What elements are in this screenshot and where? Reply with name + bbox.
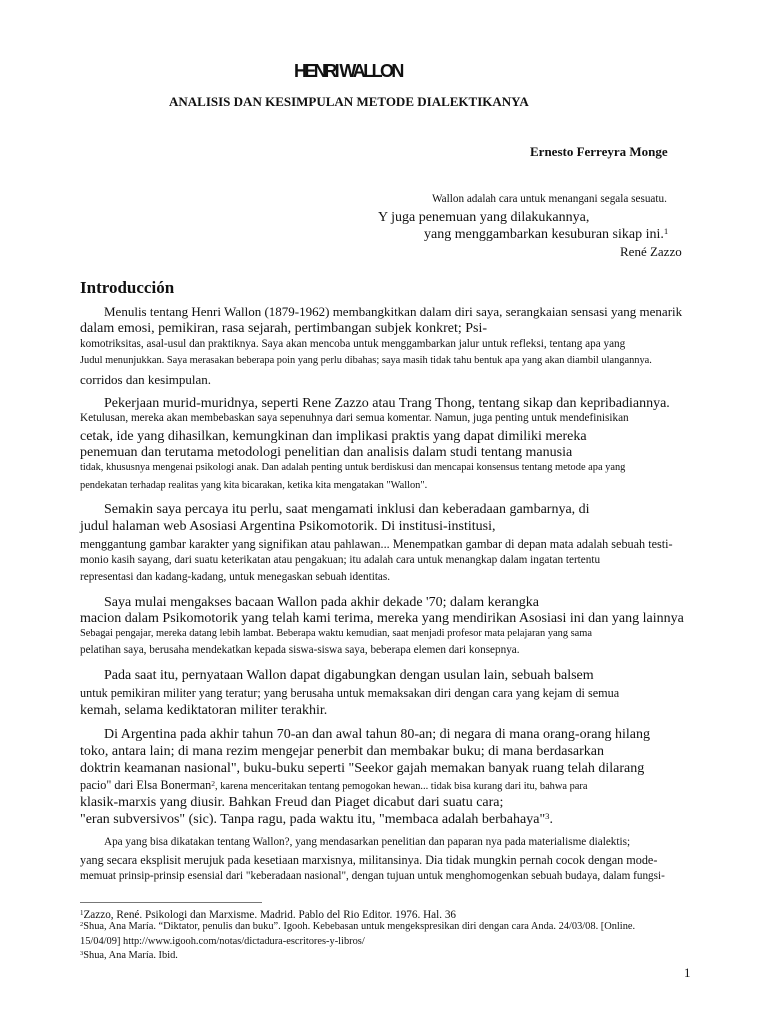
footnote-link[interactable]: 15/04/09] http://www.igooh.com/notas/dictadura-escritores-y-libros/: [80, 936, 365, 947]
footnote-ref[interactable]: 2: [211, 778, 215, 788]
paragraph-line: klasik-marxis yang diusir. Bahkan Freud dan Piaget dicabut dari suatu cara;: [80, 795, 504, 810]
footnote: $^2$Shua, Ana María. “Diktator, penulis dan buku”. Igooh. Kebebasan untuk mengekspresikan diri dengan cara Anda. 24/03/08. [Online.: [80, 921, 636, 932]
paragraph-line: Judul menunjukkan. Saya merasakan beberapa poin yang perlu dibahas; saya masih tidak tahu bentuk apa yang akan diambil ulangannya.: [80, 355, 652, 366]
document-subtitle: ANALISIS DAN KESIMPULAN METODE DIALEKTIKANYA: [169, 94, 529, 109]
paragraph-line: cetak, ide yang dihasilkan, kemungkinan dan implikasi praktis yang dapat dimiliki mereka: [80, 429, 587, 444]
paragraph-line: tidak, khususnya mengenai psikologi anak. Dan adalah penting untuk berdiskusi dan mencapai konsensus tentang metode apa yang: [80, 462, 626, 473]
paragraph-line: "eran subversivos" (sic). Tanpa ragu, pada waktu itu, "membaca adalah berbahaya"$^3$.: [80, 811, 554, 827]
paragraph-line: penemuan dan terutama metodologi penelitian dan analisis dalam studi tentang manusia: [80, 445, 573, 460]
epigraph-line: yang menggambarkan kesuburan sikap ini.$^1$: [424, 226, 669, 242]
epigraph-line: Y juga penemuan yang dilakukannya,: [378, 210, 590, 225]
paragraph-line: dalam emosi, pemikiran, rasa sejarah, pertimbangan subjek konkret; Psi-: [80, 321, 488, 336]
footnote-ref[interactable]: 3: [545, 811, 550, 822]
paragraph-line: monio kasih sayang, dari suatu keterikatan atau pengakuan; itu adalah cara untuk menangkap dalam ingatan tertentu: [80, 554, 601, 566]
paragraph-line: Pekerjaan murid-muridnya, seperti Rene Zazzo atau Trang Thong, tentang sikap dan kepribadiannya.: [104, 396, 670, 411]
paragraph-line: Di Argentina pada akhir tahun 70-an dan awal tahun 80-an; di negara di mana orang-orang hilang: [104, 727, 650, 742]
paragraph-line: pelatihan saya, berusaha mendekatkan kepada siswa-siswa saya, beberapa elemen dari konsepnya.: [80, 644, 520, 656]
paragraph-line: untuk pemikiran militer yang teratur; yang berusaha untuk memaksakan diri dengan cara yang kejam di semua: [80, 686, 620, 700]
paragraph-line: Apa yang bisa dikatakan tentang Wallon?, yang mendasarkan penelitian dan paparan nya pada materialisme dialektis;: [104, 836, 631, 848]
section-heading: Introducción: [80, 278, 175, 297]
paragraph-line: komotriksitas, asal-usul dan praktiknya. Saya akan mencoba untuk menggambarkan jalur untuk refleksi, tentang apa yang: [80, 338, 626, 350]
paragraph-line: macion dalam Psikomotorik yang telah kami terima, mereka yang mendirikan Asosiasi ini dan yang lainnya: [80, 611, 684, 626]
footnote: $^3$Shua, Ana María. Ibid.: [80, 950, 178, 961]
paragraph-line: Pada saat itu, pernyataan Wallon dapat digabungkan dengan usulan lain, sebuah balsem: [104, 668, 594, 683]
paragraph-line: corridos dan kesimpulan.: [80, 372, 212, 387]
document-title: HENRI WALLON: [294, 61, 402, 81]
page-number: 1: [684, 965, 691, 980]
paragraph-line: menggantung gambar karakter yang signifikan atau pahlawan... Menempatkan gambar di depan mata adalah sebuah testi-: [80, 537, 673, 551]
paragraph-line: yang secara eksplisit merujuk pada kesetiaan marxisnya, militansinya. Dia tidak mungkin pernah cocok dengan mode-: [80, 853, 658, 867]
paragraph-line: Saya mulai mengakses bacaan Wallon pada akhir dekade '70; dalam kerangka: [104, 595, 539, 610]
paragraph-line: representasi dan kadang-kadang, untuk menegaskan sebuah identitas.: [80, 571, 391, 583]
paragraph-line: doktrin keamanan nasional", buku-buku seperti "Seekor gajah memakan banyak ruang telah dilarang: [80, 761, 645, 776]
paragraph-line: Sebagai pengajar, mereka datang lebih lambat. Beberapa waktu kemudian, saat menjadi profesor mata pelajaran yang sama: [80, 628, 592, 639]
paragraph-line: Ketulusan, mereka akan membebaskan saya sepenuhnya dari semua komentar. Namun, juga penting untuk mendefinisikan: [80, 412, 629, 424]
paragraph-line: toko, antara lain; di mana rezim mengejar penerbit dan membakar buku; di mana berdasarkan: [80, 744, 605, 759]
epigraph-attribution: René Zazzo: [620, 244, 682, 259]
footnote-separator: [80, 902, 262, 903]
paragraph-line: pendekatan terhadap realitas yang kita bicarakan, ketika kita mengatakan "Wallon".: [80, 480, 428, 491]
paragraph-line: Menulis tentang Henri Wallon (1879-1962) membangkitkan dalam diri saya, serangkaian sensasi yang menarik: [104, 304, 683, 319]
paragraph-line: kemah, selama kediktatoran militer terakhir.: [80, 703, 328, 718]
epigraph-line: Wallon adalah cara untuk menangani segala sesuatu.: [432, 193, 667, 205]
paragraph-line: Semakin saya percaya itu perlu, saat mengamati inklusi dan keberadaan gambarnya, di: [104, 502, 590, 517]
author-name: Ernesto Ferreyra Monge: [530, 144, 668, 159]
paragraph-line: judul halaman web Asosiasi Argentina Psikomotorik. Di institusi-institusi,: [80, 519, 496, 534]
paragraph-line: pacio" dari Elsa Bonerman$^2$, karena menceritakan tentang pemogokan hewan... tidak bisa kurang dari itu, bahwa para: [80, 778, 588, 792]
footnote: $^1$Zazzo, René. Psikologi dan Marxisme. Madrid. Pablo del Rio Editor. 1976. Hal. 36: [80, 908, 457, 921]
paragraph-line: memuat prinsip-prinsip esensial dari "keberadaan nasional", dengan tujuan untuk menghomogenkan sebuah budaya, dalam fungsi-: [80, 870, 665, 882]
footnote-ref[interactable]: 1: [663, 226, 669, 237]
